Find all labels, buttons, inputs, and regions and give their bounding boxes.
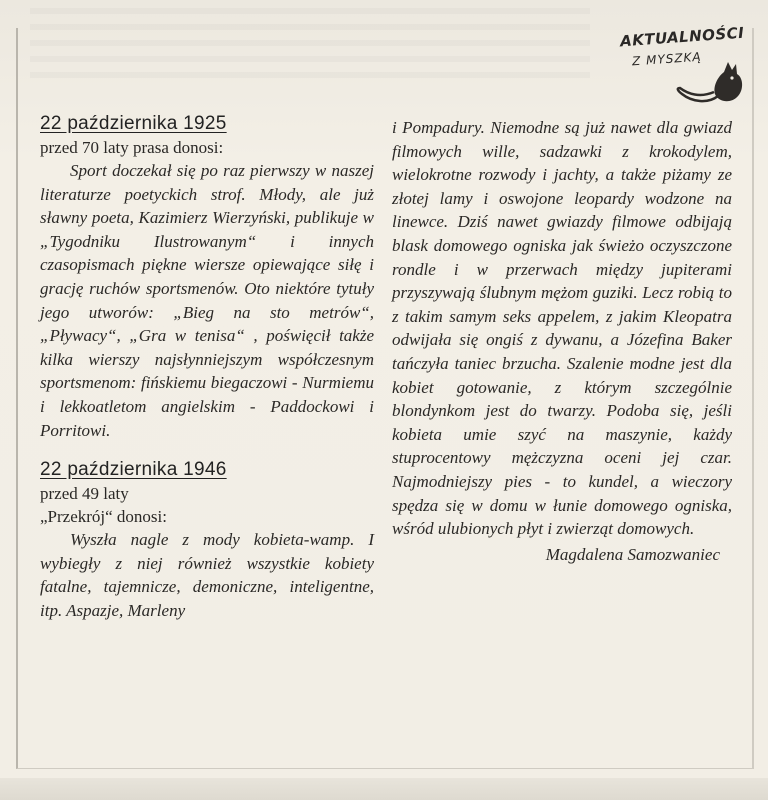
years-ago-line: przed 49 laty bbox=[40, 484, 129, 504]
article-body: Wyszła nagle z mody kobieta-wamp. I wybiegły z niej również wszystkie kobiety fatalne, tajemnicze, demoniczne, inteligentne, itp. Aspazje, Marleny bbox=[40, 530, 374, 620]
article-body-continued: i Pompadury. Niemodne są już nawet dla gwiazd filmowych wille, sadzawki z krokodylem, wielokrotne rozwody i jachty, a także piżamy ze złotej lamy i oswojone leopardy wodzone na linewce. Dziś nawet gwiazdy filmowe odbijają blask domowego ogniska jak świeżo oczyszczone rondle i w przerwach między jupiterami przyszywają ślubnym mężom guziki. Lecz robią to z takim samym seks appelem, z jakim Kleopatra odwijała się ongiś z dywanu, a Józefina Baker tańczyła taniec brzucha. Szalenie modne jest dla kobiet gotowanie, z którym szczególnie blondynkom jest do twarzy. Podoba się, jeśli kobieta umie szyć na maszynie, każdy stuprocentowy mężczyzna oceni jej czar. Najmodniejszy pies - to kundel, a wieczory spędza się w domu w łunie domowego ogniska, wśród ulubionych płyt i zwierząt domowych. bbox=[392, 118, 732, 539]
article-body: Sport doczekał się po raz pierwszy w naszej literaturze poetyckich strof. Młody, ale już sławny poeta, Kazimierz Wierzyński, publikuje w „Tygodniku Ilustrowanym“ i innych czasopismach piękne wiersze opiewające siłę i grację ruchów sportsmenów. Oto niektóre tytuły jego utworów: „Bieg na sto metrów“, „Pływacy“, „Gra w tenisa“ , poświęcił także kilka wierszy najsłynniejszym współczesnym sportsmenom: fińskiemu biegaczowi - Nurmiemu i lekkoatletom angielskim - Paddockowi i Porritowi. bbox=[40, 161, 374, 440]
source-line: „Przekrój“ donosi: bbox=[40, 507, 167, 527]
left-column bbox=[40, 112, 374, 623]
years-ago-line: przed 70 laty prasa donosi: bbox=[40, 138, 224, 157]
mouse-icon bbox=[674, 58, 746, 108]
author-signature: Magdalena Samozwaniec bbox=[545, 544, 720, 564]
logo bbox=[616, 24, 746, 106]
article-date: 22 października 1925 bbox=[40, 113, 227, 134]
article-date: 22 października 1946 bbox=[40, 459, 227, 481]
page-bottom-strip bbox=[0, 778, 768, 800]
logo-subtitle: Z MYSZKĄ bbox=[631, 49, 703, 69]
logo-title: AKTUALNOŚCI bbox=[619, 23, 745, 51]
right-column bbox=[392, 116, 732, 567]
